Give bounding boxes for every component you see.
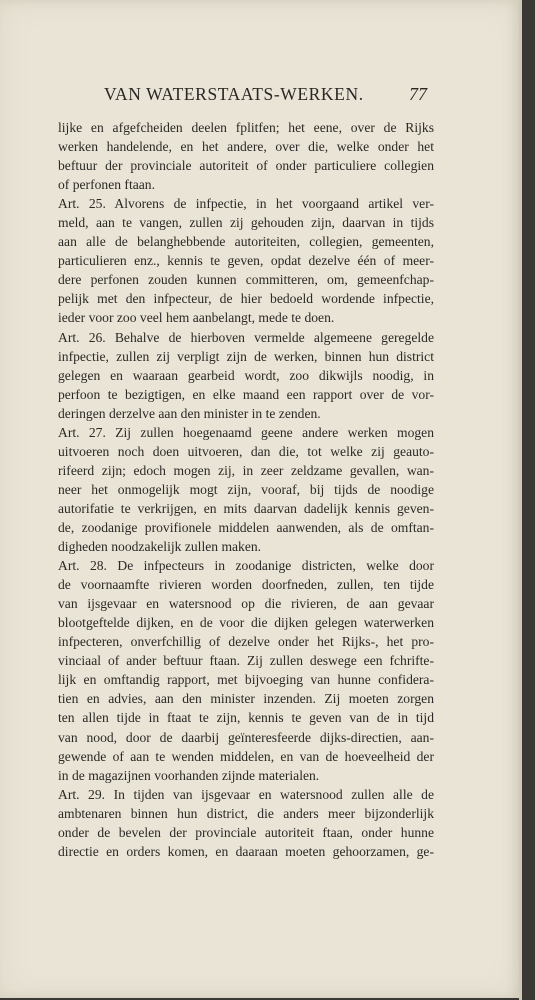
text-line: rifeerd zijn; edoch mogen zij, in zeer zeldzame gevallen, wan- bbox=[58, 462, 434, 478]
paper-edge bbox=[519, 0, 522, 1000]
text-line: lijke en afgefcheiden deelen fplitfen; het eene, over de Rijks bbox=[58, 120, 434, 135]
text-line: werken handelende, en het andere, over die, welke onder het bbox=[58, 139, 434, 155]
text-line: Art. 29. In tijden van ijsgevaar en watersnood zullen alle de bbox=[58, 786, 434, 802]
page-number: 77 bbox=[409, 84, 427, 104]
text-line: particulieren enz., kennis te geven, opdat dezelve één of meer- bbox=[58, 253, 434, 269]
text-line: vinciaal of ander beftuur ftaan. Zij zullen deswege een fchrifte- bbox=[58, 653, 434, 669]
text-line: Art. 28. De infpecteurs in zoodanige districten, welke door bbox=[58, 558, 434, 574]
text-line: tien en advies, aan den minister inzenden. Zij moeten zorgen bbox=[58, 691, 434, 707]
text-line: beftuur der provinciale autoriteit of onder particuliere collegien bbox=[58, 158, 434, 174]
text-line: neer het onmogelijk mogt zijn, vooraf, bij tijds de noodige bbox=[58, 481, 434, 497]
text-line: infpecteren, onverfchillig of dezelve onder het Rijks-, het pro- bbox=[58, 634, 434, 650]
text-line: Art. 25. Alvorens de infpectie, in het voorgaand artikel ver- bbox=[58, 196, 434, 212]
text-line: meld, aan te vangen, zullen zij gehouden zijn, daarvan in tijds bbox=[58, 215, 434, 231]
page-header bbox=[58, 84, 438, 108]
text-line: ambtenaren binnen hun district, die anders meer bijzonderlijk bbox=[58, 805, 434, 821]
text-line: onder de bevelen der provinciale autoriteit ftaan, onder hunne bbox=[58, 824, 434, 840]
text-line: perfoon te bezigtigen, en elke maand een rapport over de vor- bbox=[58, 386, 434, 402]
text-line: of perfonen ftaan. bbox=[58, 177, 155, 193]
text-line: in de magazijnen voorhanden zijnde materialen. bbox=[58, 767, 320, 783]
text-line: de voornaamfte rivieren worden doorfneden, zullen, ten tijde bbox=[58, 577, 434, 593]
text-line: aan alle de belanghebbende autoriteiten, collegien, gemeenten, bbox=[58, 234, 434, 250]
text-line: digheden noodzakelijk zullen maken. bbox=[58, 539, 262, 555]
text-line: ieder voor zoo veel hem aanbelangt, mede te doen. bbox=[58, 310, 335, 326]
text-line: de, zoodanige provifionele middelen aanwenden, als de omftan- bbox=[58, 519, 434, 535]
text-line: dere perfonen zouden kunnen committeren, om, gemeenfchap- bbox=[58, 272, 434, 288]
text-line: van ijsgevaar en watersnood op die rivieren, de aan gevaar bbox=[58, 596, 434, 612]
text-line: lijk en omftandig rapport, met bijvoeging van hunne confidera- bbox=[58, 672, 434, 688]
text-line: ten allen tijde in ftaat te zijn, kennis te geven van de in tijd bbox=[58, 710, 434, 726]
text-line: autorifatie te verkrijgen, en mits daarvan dadelijk kennis geven- bbox=[58, 500, 434, 516]
text-line: gewende of aan te wenden middelen, en van de hoeveelheid der bbox=[58, 748, 434, 764]
text-line: deringen derzelve aan den minister in te zenden. bbox=[58, 405, 321, 421]
text-line: directie en orders komen, en daaraan moeten gehoorzamen, ge- bbox=[58, 843, 434, 859]
text-line: van nood, door de daarbij geïnteresfeerde dijks-directien, aan- bbox=[58, 729, 434, 745]
text-line: blootgeftelde dijken, en de voor die dijken gelegen waterwerken bbox=[58, 615, 434, 631]
text-line: Art. 26. Behalve de hierboven vermelde algemeene geregelde bbox=[58, 329, 434, 345]
body-text bbox=[58, 118, 434, 861]
text-line: Art. 27. Zij zullen hoegenaamd geene andere werken mogen bbox=[58, 424, 434, 440]
running-title: VAN WATERSTAATS-WERKEN. bbox=[104, 84, 364, 104]
text-line: pelijk met den infpecteur, de hier bedoeld wordende infpectie, bbox=[58, 291, 434, 307]
text-line: gelegen en waaraan gearbeid wordt, zoo dikwijls noodig, in bbox=[58, 367, 434, 383]
text-line: uitvoeren noch doen uitvoeren, dan die, tot welke zij geauto- bbox=[58, 443, 434, 459]
text-line: infpectie, zullen zij verpligt zijn de werken, binnen hun district bbox=[58, 348, 434, 364]
